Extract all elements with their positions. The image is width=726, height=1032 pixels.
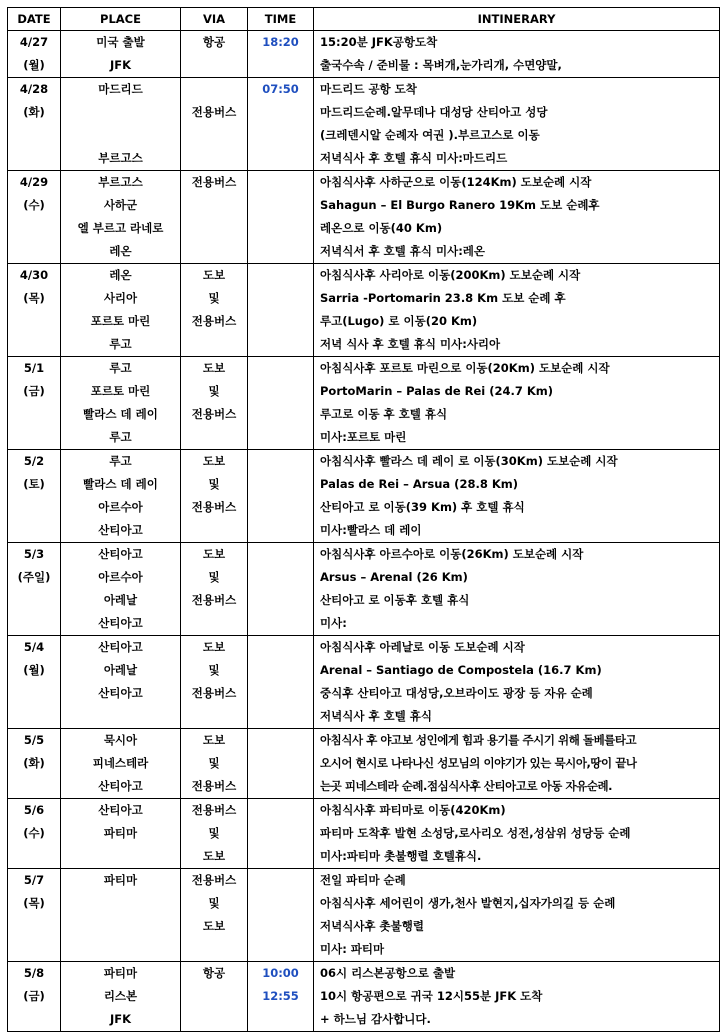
date-line: 5/6 — [23, 803, 45, 817]
header-row — [8, 8, 720, 31]
date-line: (월) — [23, 663, 45, 677]
via-line: 및 — [208, 477, 220, 491]
time-cell — [248, 869, 314, 962]
place-line: 아르수아 — [98, 570, 143, 584]
time-line — [248, 566, 313, 589]
time-line — [248, 1008, 313, 1031]
via-line — [181, 985, 247, 1008]
itinerary-cell — [314, 869, 720, 962]
date-line: 4/30 — [19, 268, 49, 282]
via-line: 항공 — [202, 35, 226, 49]
table-row — [8, 543, 720, 636]
table-row — [8, 450, 720, 543]
place-line: 파티마 — [103, 826, 138, 840]
date-line: (목) — [23, 896, 45, 910]
via-line — [181, 194, 247, 217]
place-line: 부르고스 — [98, 151, 143, 165]
via-line: 전용버스 — [191, 873, 237, 887]
place-cell — [61, 543, 181, 636]
place-line — [61, 101, 180, 124]
itinerary-cell — [314, 799, 720, 869]
time-line — [248, 426, 313, 449]
time-cell — [248, 729, 314, 799]
via-line: 전용버스 — [191, 686, 237, 700]
place-line — [61, 892, 180, 915]
date-cell — [8, 357, 61, 450]
date-line — [8, 217, 60, 240]
table-row — [8, 729, 720, 799]
itinerary-line: 출국수속 / 준비물 : 목벼개,눈가리개, 수면양말, — [320, 58, 562, 72]
itinerary-line: 산티아고 로 이동(39 Km) 후 호텔 휴식 — [320, 500, 525, 514]
table-row — [8, 264, 720, 357]
time-line — [248, 589, 313, 612]
place-line: 루고 — [109, 361, 132, 375]
place-line — [61, 915, 180, 938]
place-cell — [61, 729, 181, 799]
date-line — [8, 310, 60, 333]
via-cell — [181, 264, 248, 357]
time-line — [248, 822, 313, 845]
place-line: 빨라스 데 레이 — [83, 477, 158, 491]
itinerary-cell — [314, 78, 720, 171]
time-line — [248, 403, 313, 426]
itinerary-line: 아침식사 후 야고보 성인에게 힘과 용기를 주시기 위해 돌베를타고 — [320, 733, 637, 747]
via-line — [181, 705, 247, 728]
itinerary-line: 아침식사후 포르토 마린으로 이동(20Km) 도보순례 시작 — [320, 361, 610, 375]
via-line: 전용버스 — [191, 314, 237, 328]
time-line — [248, 124, 313, 147]
time-line — [248, 705, 313, 728]
place-line: 산티아고 — [98, 523, 143, 537]
time-cell — [248, 171, 314, 264]
itinerary-cell — [314, 543, 720, 636]
place-line: 레온 — [109, 268, 132, 282]
date-line: (목) — [23, 291, 45, 305]
via-line: 항공 — [202, 966, 226, 980]
via-line: 전용버스 — [191, 105, 237, 119]
itinerary-cell — [314, 171, 720, 264]
date-line: (화) — [23, 105, 45, 119]
place-line: 파티마 — [103, 966, 138, 980]
date-line — [8, 333, 60, 356]
time-line — [248, 519, 313, 542]
itinerary-line: 전일 파티마 순례 — [320, 873, 406, 887]
time-line — [248, 473, 313, 496]
date-line — [8, 1008, 60, 1031]
date-cell — [8, 962, 61, 1032]
date-cell — [8, 869, 61, 962]
date-line — [8, 845, 60, 868]
time-cell — [248, 78, 314, 171]
via-cell — [181, 869, 248, 962]
place-cell — [61, 962, 181, 1032]
time-line: 07:50 — [262, 82, 299, 96]
date-line: (수) — [23, 826, 45, 840]
via-line: 도보 — [202, 849, 226, 863]
itinerary-line: 미사: — [320, 616, 347, 630]
date-cell — [8, 31, 61, 78]
via-line: 도보 — [202, 733, 226, 747]
via-line — [181, 1008, 247, 1031]
place-line: 산티아고 — [98, 616, 143, 630]
itinerary-line: 아침식사후 세어린이 생가,천사 발현지,십자가의길 등 순례 — [320, 896, 616, 910]
via-line — [181, 124, 247, 147]
header-via: VIA — [181, 8, 248, 31]
date-line — [8, 682, 60, 705]
date-line: 5/3 — [23, 547, 45, 561]
time-line — [248, 892, 313, 915]
time-line — [248, 240, 313, 263]
via-cell — [181, 357, 248, 450]
place-line: 루고 — [109, 430, 132, 444]
via-cell — [181, 636, 248, 729]
place-line: 묵시아 — [103, 733, 138, 747]
via-line: 전용버스 — [191, 593, 237, 607]
date-line — [8, 240, 60, 263]
itinerary-line: Palas de Rei – Arsua (28.8 Km) — [320, 477, 518, 491]
itinerary-line: 저녁식사 후 호텔 휴식 미사:마드리드 — [320, 151, 508, 165]
time-line — [248, 799, 313, 822]
time-line — [248, 938, 313, 961]
itinerary-line: 10시 항공편으로 귀국 12시55분 JFK 도착 — [320, 989, 543, 1003]
itinerary-line: 저녁식서 후 호텔 휴식 미사:레온 — [320, 244, 486, 258]
time-line — [248, 752, 313, 775]
via-line — [181, 217, 247, 240]
date-line: (금) — [23, 384, 45, 398]
itinerary-line: Arenal – Santiago de Compostela (16.7 Km) — [320, 663, 602, 677]
via-line: 전용버스 — [191, 500, 237, 514]
date-line — [8, 496, 60, 519]
time-line: 12:55 — [262, 989, 299, 1003]
place-cell — [61, 450, 181, 543]
via-line: 도보 — [202, 268, 226, 282]
itinerary-line: 아침식사후 아르수아로 이동(26Km) 도보순례 시작 — [320, 547, 584, 561]
date-line: (월) — [23, 58, 45, 72]
time-cell — [248, 543, 314, 636]
date-line — [8, 403, 60, 426]
itinerary-table — [7, 7, 720, 1032]
date-line: 4/27 — [19, 35, 49, 49]
time-line — [248, 496, 313, 519]
itinerary-line: 마드리드 공항 도착 — [320, 82, 417, 96]
place-line: 루고 — [109, 337, 132, 351]
place-cell — [61, 636, 181, 729]
date-cell — [8, 543, 61, 636]
header-itinerary: INTINERARY — [314, 8, 720, 31]
via-cell — [181, 171, 248, 264]
time-line — [248, 775, 313, 798]
time-line — [248, 194, 313, 217]
place-line: 산티아고 — [98, 686, 143, 700]
table-row — [8, 869, 720, 962]
date-line: 5/5 — [23, 733, 45, 747]
place-cell — [61, 799, 181, 869]
itinerary-line: 아침식사후 파티마로 이동(420Km) — [320, 803, 506, 817]
date-line — [8, 915, 60, 938]
date-cell — [8, 799, 61, 869]
place-line: 리스본 — [103, 989, 138, 1003]
date-line: 4/29 — [19, 175, 49, 189]
time-line — [248, 543, 313, 566]
place-line: 아레날 — [103, 593, 138, 607]
table-row — [8, 31, 720, 78]
date-line: 5/1 — [23, 361, 45, 375]
place-line: 산티아고 — [98, 779, 143, 793]
time-line — [248, 915, 313, 938]
via-line: 전용버스 — [191, 407, 237, 421]
itinerary-line: 아침식사후 빨라스 데 레이 로 이동(30Km) 도보순례 시작 — [320, 454, 618, 468]
place-line: 마드리드 — [98, 82, 143, 96]
via-line — [181, 519, 247, 542]
itinerary-line: 루고로 이동 후 호텔 휴식 — [320, 407, 448, 421]
date-line — [8, 612, 60, 635]
date-line — [8, 705, 60, 728]
place-line: 아레날 — [103, 663, 138, 677]
via-cell — [181, 799, 248, 869]
via-line: 및 — [208, 663, 220, 677]
itinerary-line: 는곳 피네스테라 순례.점심식사후 산티아고로 아동 자유순례. — [320, 779, 613, 793]
date-cell — [8, 450, 61, 543]
itinerary-line: PortoMarin – Palas de Rei (24.7 Km) — [320, 384, 554, 398]
itinerary-line: 미사:빨라스 데 레이 — [320, 523, 422, 537]
itinerary-line: 아침식사후 사리아로 이동(200Km) 도보순례 시작 — [320, 268, 581, 282]
via-line: 및 — [208, 756, 220, 770]
itinerary-cell — [314, 962, 720, 1032]
table-row — [8, 357, 720, 450]
place-line: 루고 — [109, 454, 132, 468]
place-line: 파티마 — [103, 873, 138, 887]
date-line — [8, 938, 60, 961]
time-line — [248, 54, 313, 77]
via-cell — [181, 729, 248, 799]
time-line — [248, 310, 313, 333]
place-line: 사하군 — [103, 198, 138, 212]
date-line: (화) — [23, 756, 45, 770]
header-time: TIME — [248, 8, 314, 31]
itinerary-line: 저녁식사후 촛불행렬 — [320, 919, 424, 933]
place-line — [61, 938, 180, 961]
via-line — [181, 426, 247, 449]
itinerary-line: Sahagun – El Burgo Ranero 19Km 도보 순례후 — [320, 198, 600, 212]
via-line — [181, 78, 247, 101]
itinerary-line: 중식후 산티아고 대성당,오브라이도 광장 등 자유 순례 — [320, 686, 593, 700]
itinerary-cell — [314, 450, 720, 543]
date-cell — [8, 636, 61, 729]
time-cell — [248, 264, 314, 357]
via-line: 도보 — [202, 547, 226, 561]
place-line: 산티아고 — [98, 547, 143, 561]
itinerary-line: 저녁식사 후 호텔 휴식 — [320, 709, 432, 723]
via-line: 및 — [208, 291, 220, 305]
place-cell — [61, 357, 181, 450]
via-line: 도보 — [202, 454, 226, 468]
place-cell — [61, 869, 181, 962]
time-line — [248, 450, 313, 473]
place-line: 레온 — [109, 244, 132, 258]
place-line: 포르토 마린 — [90, 384, 151, 398]
via-cell — [181, 78, 248, 171]
itinerary-line: 루고(Lugo) 로 이동(20 Km) — [320, 314, 478, 328]
via-line: 전용버스 — [191, 779, 237, 793]
date-line: 5/4 — [23, 640, 45, 654]
via-line — [181, 938, 247, 961]
time-line — [248, 380, 313, 403]
itinerary-line: 아침식사후 아레날로 이동 도보순례 시작 — [320, 640, 525, 654]
table-row — [8, 799, 720, 869]
time-line — [248, 333, 313, 356]
date-line — [8, 426, 60, 449]
table-row — [8, 962, 720, 1032]
itinerary-line: 06시 리스본공항으로 출발 — [320, 966, 456, 980]
time-cell — [248, 799, 314, 869]
place-line: 빨라스 데 레이 — [83, 407, 158, 421]
via-line: 및 — [208, 896, 220, 910]
date-line: 5/2 — [23, 454, 45, 468]
via-line: 도보 — [202, 640, 226, 654]
place-line: 엘 부르고 라네로 — [77, 221, 164, 235]
itinerary-line: + 하느님 감사합니다. — [320, 1012, 431, 1026]
time-line — [248, 287, 313, 310]
via-cell — [181, 962, 248, 1032]
via-cell — [181, 543, 248, 636]
date-cell — [8, 171, 61, 264]
via-line: 도보 — [202, 919, 226, 933]
via-line: 전용버스 — [191, 803, 237, 817]
itinerary-cell — [314, 636, 720, 729]
via-line — [181, 147, 247, 170]
time-line — [248, 636, 313, 659]
time-line: 18:20 — [262, 35, 299, 49]
table-row — [8, 78, 720, 171]
itinerary-line: 15:20분 JFK공항도착 — [320, 35, 438, 49]
via-line: 및 — [208, 826, 220, 840]
place-line: 산티아고 — [98, 803, 143, 817]
time-line: 10:00 — [262, 966, 299, 980]
itinerary-line: 오시어 현시로 나타나신 성모님의 이야기가 있는 묵시아,땅이 끝나 — [320, 756, 637, 770]
date-line — [8, 775, 60, 798]
date-line: (토) — [23, 477, 45, 491]
date-line: 5/8 — [23, 966, 45, 980]
itinerary-cell — [314, 357, 720, 450]
date-cell — [8, 78, 61, 171]
via-line: 및 — [208, 384, 220, 398]
itinerary-cell — [314, 264, 720, 357]
time-line — [248, 357, 313, 380]
time-line — [248, 682, 313, 705]
date-cell — [8, 729, 61, 799]
itinerary-line: 미사:파티마 촛불행렬 호텔휴식. — [320, 849, 482, 863]
date-line — [8, 589, 60, 612]
itinerary-line: 레온으로 이동(40 Km) — [320, 221, 443, 235]
date-cell — [8, 264, 61, 357]
date-line: (금) — [23, 989, 45, 1003]
place-line: 산티아고 — [98, 640, 143, 654]
place-cell — [61, 31, 181, 78]
header-place: PLACE — [61, 8, 181, 31]
place-cell — [61, 78, 181, 171]
place-line: 아르수아 — [98, 500, 143, 514]
via-line: 도보 — [202, 361, 226, 375]
itinerary-line: Sarria -Portomarin 23.8 Km 도보 순례 후 — [320, 291, 566, 305]
place-cell — [61, 171, 181, 264]
via-line — [181, 240, 247, 263]
time-line — [248, 171, 313, 194]
itinerary-cell — [314, 729, 720, 799]
itinerary-line: 파티마 도착후 발현 소성당,로사리오 성전,성삼위 성당등 순례 — [320, 826, 631, 840]
date-line: (주일) — [17, 570, 51, 584]
itinerary-line: 산티아고 로 이동후 호텔 휴식 — [320, 593, 470, 607]
itinerary-line: 미사: 파티마 — [320, 942, 385, 956]
via-line — [181, 612, 247, 635]
date-line: (수) — [23, 198, 45, 212]
header-date: DATE — [8, 8, 61, 31]
place-line: 피네스테라 — [92, 756, 149, 770]
place-line: 포르토 마린 — [90, 314, 151, 328]
date-line — [8, 124, 60, 147]
time-cell — [248, 962, 314, 1032]
time-line — [248, 264, 313, 287]
place-line — [61, 845, 180, 868]
via-cell — [181, 450, 248, 543]
time-cell — [248, 357, 314, 450]
place-line: JFK — [109, 58, 132, 72]
itinerary-line: Arsus – Arenal (26 Km) — [320, 570, 468, 584]
place-line: JFK — [109, 1012, 132, 1026]
time-line — [248, 101, 313, 124]
time-cell — [248, 636, 314, 729]
via-line — [181, 333, 247, 356]
date-line: 5/7 — [23, 873, 45, 887]
time-line — [248, 659, 313, 682]
via-line: 전용버스 — [191, 175, 237, 189]
itinerary-cell — [314, 31, 720, 78]
place-line — [61, 705, 180, 728]
date-line: 4/28 — [19, 82, 49, 96]
itinerary-line: (크레덴시알 순례자 여권 ).부르고스로 이동 — [320, 128, 540, 142]
date-line — [8, 147, 60, 170]
place-cell — [61, 264, 181, 357]
time-line — [248, 729, 313, 752]
time-line — [248, 147, 313, 170]
table-row — [8, 171, 720, 264]
itinerary-line: 아침식사후 사하군으로 이동(124Km) 도보순례 시작 — [320, 175, 592, 189]
itinerary-line: 저녁 식사 후 호텔 휴식 미사:사리아 — [320, 337, 501, 351]
via-line — [181, 54, 247, 77]
via-line: 및 — [208, 570, 220, 584]
table-row — [8, 636, 720, 729]
date-line — [8, 519, 60, 542]
time-line — [248, 845, 313, 868]
time-line — [248, 869, 313, 892]
time-line — [248, 612, 313, 635]
time-line — [248, 217, 313, 240]
itinerary-line: 미사:포르토 마린 — [320, 430, 407, 444]
place-line: 부르고스 — [98, 175, 143, 189]
time-cell — [248, 31, 314, 78]
time-cell — [248, 450, 314, 543]
place-line: 미국 출발 — [96, 35, 145, 49]
itinerary-line: 마드리드순례.알무데나 대성당 산티아고 성당 — [320, 105, 548, 119]
via-cell — [181, 31, 248, 78]
place-line: 사리아 — [103, 291, 138, 305]
place-line — [61, 124, 180, 147]
